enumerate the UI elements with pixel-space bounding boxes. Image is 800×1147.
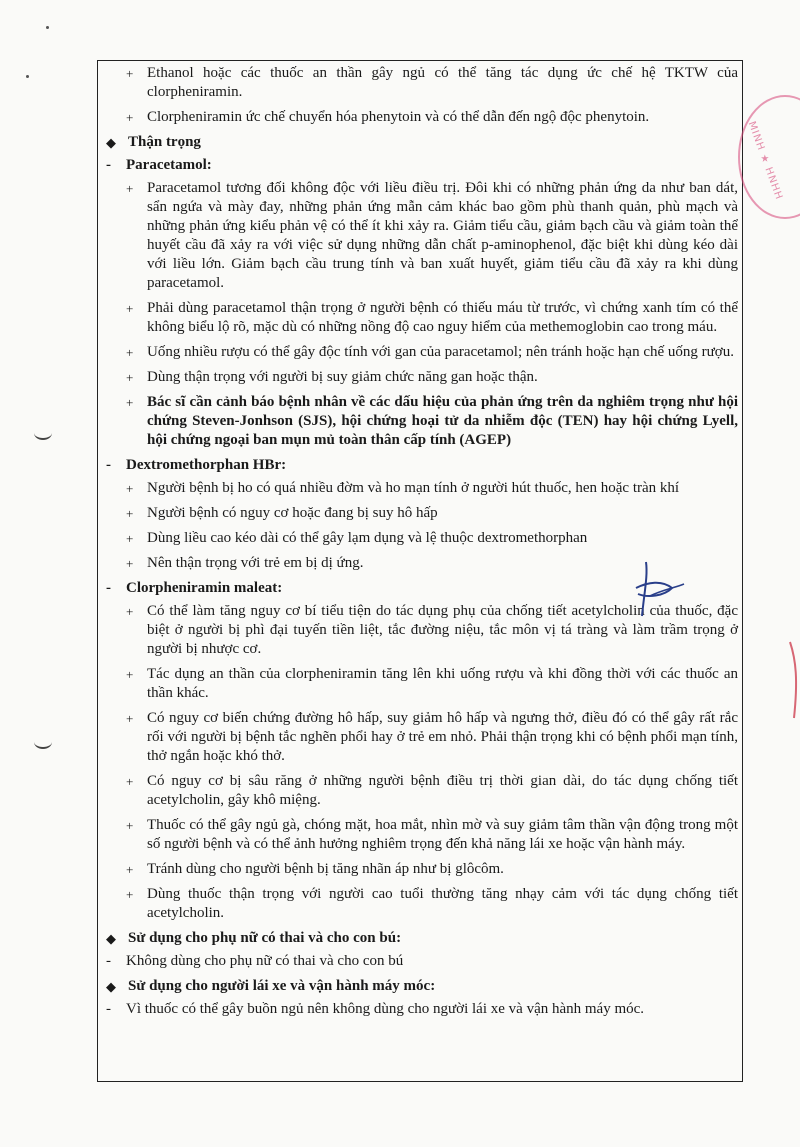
text-segment: Dùng liều cao kéo dài có thể gây lạm dụng và lệ thuộc dextromethorphan [147,530,588,546]
text-segment: Dùng thận trọng với người bị suy giảm chức năng gan hoặc thận. [147,369,538,385]
list-item [104,343,742,362]
item-text [147,504,738,523]
item-text [147,479,738,498]
text-segment: Phải dùng paracetamol thận trọng ở người bệnh có thiếu máu từ trước, vì chứng xanh tím có thể không biểu lộ rõ, mặc dù có những nồng độ cao nguy hiểm của methemoglobin cao trong máu. [147,300,738,335]
diamond-bullet-icon: ◆ [106,931,116,946]
plus-bullet-icon: + [126,862,134,877]
plus-bullet-icon: + [126,887,134,902]
stamp-text: MINH ★ HNHH [745,120,785,202]
text-segment: Có thể làm tăng nguy cơ bí tiểu tiện do tác dụng phụ của chống tiết acetylcholin của thuốc, đặc biệt ở người bị phì đại tuyến tiền liệt, tắc đường niệu, tắc môn vị tá tràng và làm trầm trọng ở người bị nhược cơ. [147,603,738,657]
item-text [147,343,738,362]
text-segment: Không dùng cho phụ nữ có thai và cho con bú [126,953,404,969]
plus-bullet-icon: + [126,345,134,360]
plus-bullet-icon: + [126,667,134,682]
item-text [126,952,742,971]
text-segment: Vì thuốc có thể gây buồn ngủ nên không dùng cho người lái xe và vận hành máy móc. [126,1001,645,1017]
list-item [104,860,742,879]
plus-bullet-icon: + [126,556,134,571]
text-segment: Nên thận trọng với trẻ em bị dị ứng. [147,555,364,571]
list-item [104,709,742,766]
text-segment: Thận trọng [128,134,201,150]
text-segment: Paracetamol: [126,157,212,173]
text-segment: Có nguy cơ bị sâu răng ở những người bệnh điều trị thời gian dài, do tác dụng chống tiết acetylcholin, gây khô miệng. [147,773,738,808]
item-text [147,393,738,450]
list-item [104,529,742,548]
subsection-heading [104,456,742,475]
diamond-bullet-icon: ◆ [106,979,116,994]
list-item [104,393,742,450]
list-item [104,504,742,523]
item-text [147,709,738,766]
text-segment: Dextromethorphan HBr: [126,457,287,473]
plus-bullet-icon: + [126,110,134,125]
sub-item [104,1000,742,1019]
list-item [104,772,742,810]
item-text [147,368,738,387]
plus-bullet-icon: + [126,481,134,496]
text-segment: Sử dụng cho phụ nữ có thai và cho con bú: [128,930,402,946]
dash-bullet-icon: - [106,953,111,969]
text-segment: Thuốc có thể gây ngủ gà, chóng mặt, hoa mắt, nhìn mờ và suy giảm tâm thần vận động trong một số người bệnh và có thể ảnh hưởng nghiêm trọng đến khả năng lái xe hoặc vận hành máy. [147,817,738,852]
item-text [128,133,742,152]
text-segment: Bác sĩ cần cảnh báo bệnh nhân về các dấu hiệu của phản ứng trên da nghiêm trọng như hội chứng Steven-Jonhson (SJS), hội chứng hoại tử da nhiễm độc (TEN) hay hội chứng Lyell, hội chứng ngoại ban mụn mủ toàn thân cấp tính (AGEP) [147,394,738,448]
item-text [147,860,738,879]
subsection-heading [104,156,742,175]
item-text [126,456,742,475]
text-segment: Người bệnh bị ho có quá nhiều đờm và ho mạn tính ở người hút thuốc, hen hoặc tràn khí [147,480,680,496]
plus-bullet-icon: + [126,818,134,833]
plus-bullet-icon: + [126,370,134,385]
text-segment: Có nguy cơ biến chứng đường hô hấp, suy giảm hô hấp và ngưng thở, điều đó có thể gây rất rắc rối với người bị bệnh tắc nghẽn phổi hay ở trẻ em nhỏ. Phải thận trọng khi có bệnh phổi mạn tính, thở ngắn hoặc khó thở. [147,710,738,764]
text-segment: Dùng thuốc thận trọng với người cao tuổi thường tăng nhạy cảm với tác dụng chống tiết acetylcholin. [147,886,738,921]
list-item [104,179,742,293]
item-text [147,885,738,923]
item-text [126,156,742,175]
item-text [126,1000,742,1019]
item-text [147,179,738,293]
text-segment: Tác dụng an thần của clorpheniramin tăng lên khi uống rượu và khi đồng thời với các thuốc an thần khác. [147,666,738,701]
list-item [104,368,742,387]
text-segment: Uống nhiều rượu có thể gây độc tính với gan của paracetamol; nên tránh hoặc hạn chế uống rượu. [147,344,734,360]
list-item [104,816,742,854]
scan-speck [46,26,49,29]
item-text [147,108,738,127]
plus-bullet-icon: + [126,506,134,521]
plus-bullet-icon: + [126,66,134,81]
scan-speck [26,75,29,78]
punch-hole-mark [34,426,52,440]
document-content [104,64,742,1025]
list-item [104,665,742,703]
item-text [128,929,742,948]
item-text [147,816,738,854]
text-segment: Paracetamol tương đối không độc với liều điều trị. Đôi khi có những phản ứng da như ban dát, sẩn ngứa và mày đay, những phản ứng mẫn cảm khác bao gồm phù thanh quản, phù mạch và những phản ứng kiểu phản vệ có thể ít khi xảy ra. Giảm tiểu cầu, giảm bạch cầu và giảm toàn thể huyết cầu đã xảy ra với việc sử dụng những dẫn chất p-aminophenol, đặc biệt khi dùng kéo dài với liều lớn. Giảm bạch cầu trung tính và ban xuất huyết, giảm tiểu cầu đã xảy ra khi dùng paracetamol. [147,180,738,291]
plus-bullet-icon: + [126,711,134,726]
item-text [128,977,742,996]
text-segment: Clorpheniramin maleat: [126,580,283,596]
item-text [147,299,738,337]
red-pen-mark [788,640,800,720]
punch-hole-mark [34,735,52,749]
section-heading [104,133,742,152]
section-heading [104,977,742,996]
plus-bullet-icon: + [126,774,134,789]
list-item [104,64,742,102]
list-item [104,885,742,923]
plus-bullet-icon: + [126,301,134,316]
list-item [104,299,742,337]
text-segment: Người bệnh có nguy cơ hoặc đang bị suy hô hấp [147,505,438,521]
item-text [147,772,738,810]
item-text [147,665,738,703]
text-segment: Tránh dùng cho người bệnh bị tăng nhãn áp như bị glôcôm. [147,861,504,877]
sub-item [104,952,742,971]
plus-bullet-icon: + [126,395,134,410]
plus-bullet-icon: + [126,531,134,546]
dash-bullet-icon: - [106,157,111,173]
section-heading [104,929,742,948]
plus-bullet-icon: + [126,604,134,619]
list-item [104,108,742,127]
item-text [147,64,738,102]
dash-bullet-icon: - [106,457,111,473]
text-segment: Clorpheniramin ức chế chuyển hóa phenytoin và có thể dẫn đến ngộ độc phenytoin. [147,109,650,125]
dash-bullet-icon: - [106,580,111,596]
handwritten-signature [628,558,688,622]
dash-bullet-icon: - [106,1001,111,1017]
item-text [147,529,738,548]
plus-bullet-icon: + [126,181,134,196]
text-segment: Ethanol hoặc các thuốc an thần gây ngủ có thể tăng tác dụng ức chế hệ TKTW của clorpheniramin. [147,65,738,100]
list-item [104,479,742,498]
text-segment: Sử dụng cho người lái xe và vận hành máy móc: [128,978,436,994]
diamond-bullet-icon: ◆ [106,135,116,150]
